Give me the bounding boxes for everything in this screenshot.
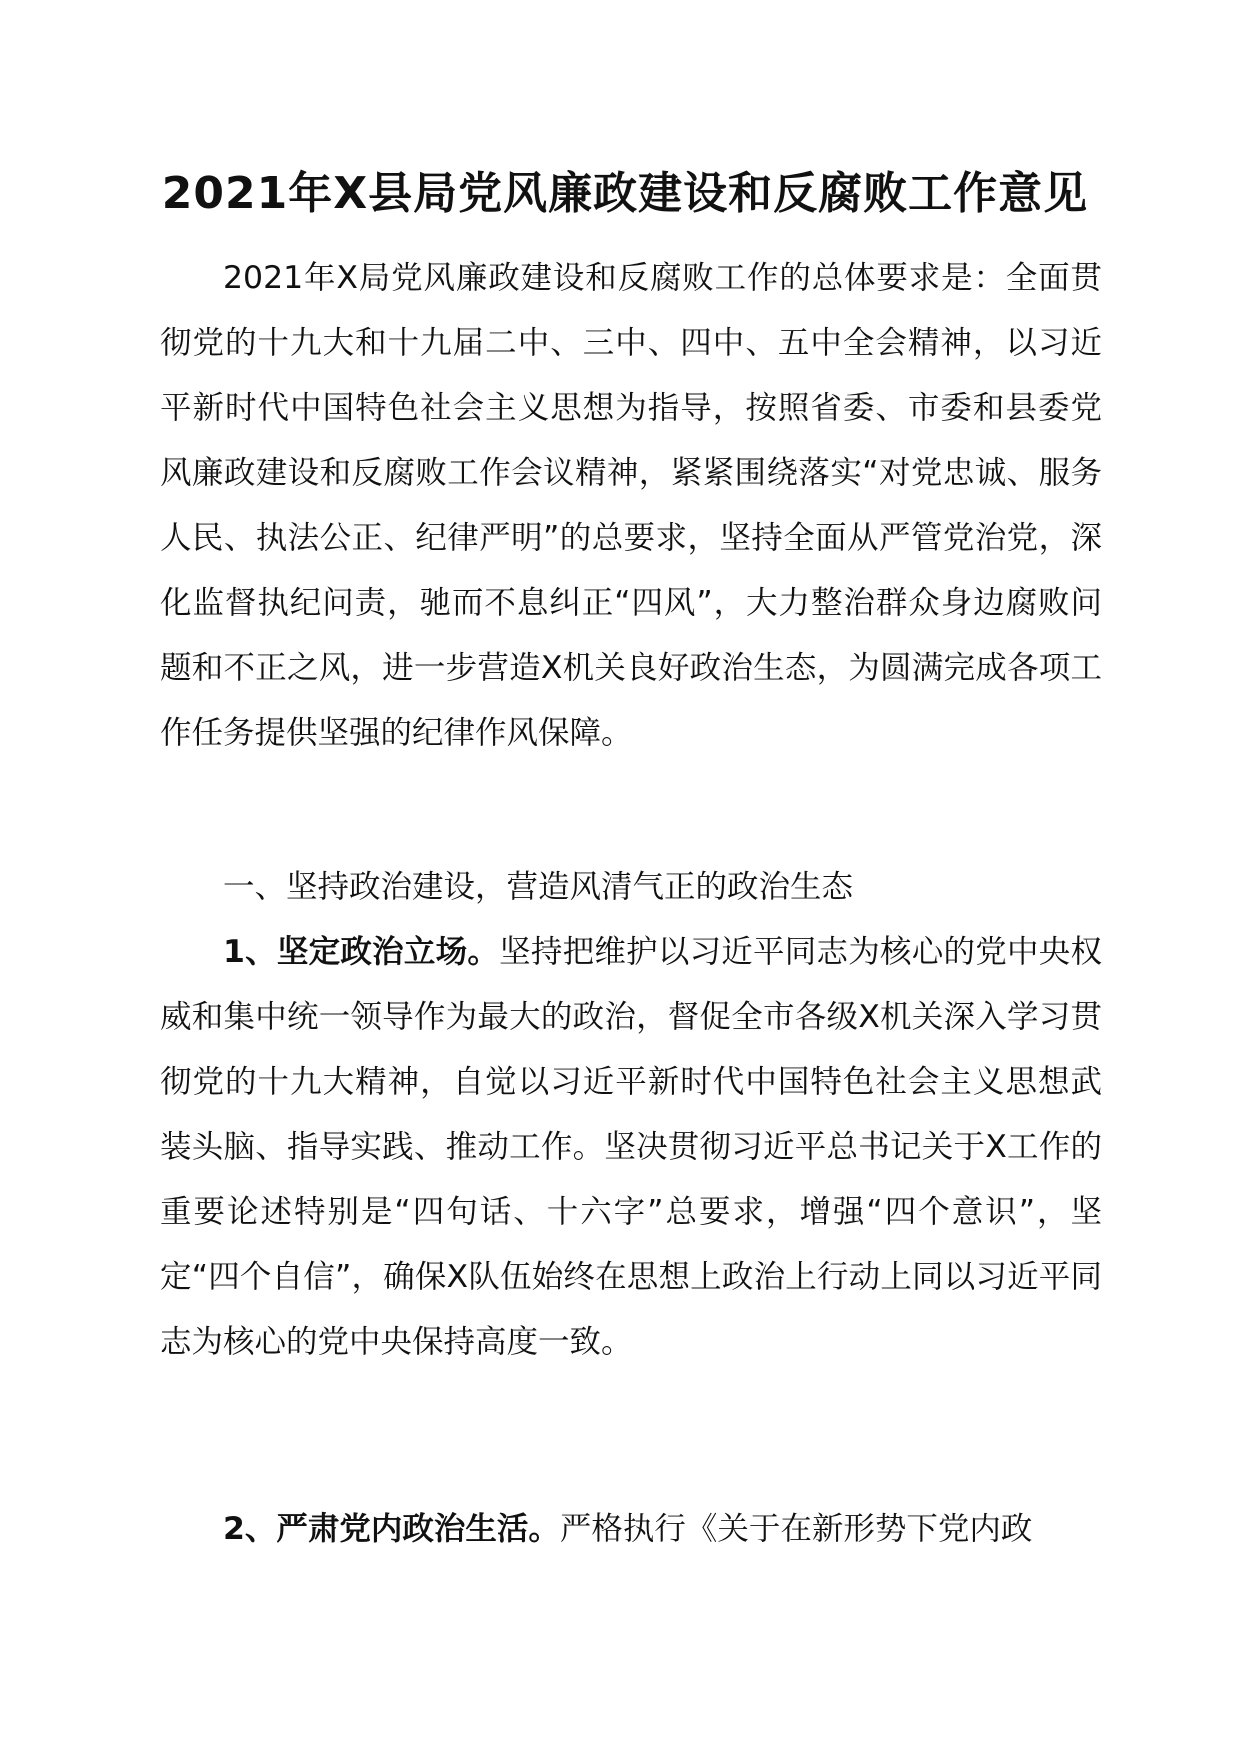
item-1-text: 坚持把维护以习近平同志为核心的党中央权威和集中统一领导作为最大的政治，督促全市各级X机关深入学习贯彻党的十九大精神，自觉以习近平新时代中国特色社会主义思想武装头脑、指导实践、推动工作。坚决贯彻习近平总书记关于X工作的重要论述特别是“四句话、十六字”总要求，增强“四个意识”，坚定“四个自信”，确保X队伍始终在思想上政治上行动上同以习近平同志为核心的党中央保持高度一致。 xyxy=(160,934,1102,1360)
section-heading xyxy=(160,855,1102,920)
item-2-lead: 2、严肃党内政治生活。 xyxy=(223,1511,560,1547)
section-heading-text: 一、坚持政治建设，营造风清气正的政治生态 xyxy=(223,869,854,905)
document-title: 2021年X县局党风廉政建设和反腐败工作意见 xyxy=(161,168,1089,219)
item-2-paragraph xyxy=(160,1497,1102,1562)
item-1-lead: 1、坚定政治立场。 xyxy=(223,934,500,970)
intro-paragraph xyxy=(160,246,1102,766)
item-2-text: 严格执行《关于在新形势下党内政 xyxy=(559,1511,1033,1547)
item-1-paragraph xyxy=(160,920,1102,1375)
intro-paragraph-text: 2021年X局党风廉政建设和反腐败工作的总体要求是：全面贯彻党的十九大和十九届二中、三中、四中、五中全会精神，以习近平新时代中国特色社会主义思想为指导，按照省委、市委和县委党风廉政建设和反腐败工作会议精神，紧紧围绕落实“对党忠诚、服务人民、执法公正、纪律严明”的总要求，坚持全面从严管党治党，深化监督执纪问责，驰而不息纠正“四风”，大力整治群众身边腐败问题和不正之风，进一步营造X机关良好政治生态，为圆满完成各项工作任务提供坚强的纪律作风保障。 xyxy=(160,260,1102,751)
